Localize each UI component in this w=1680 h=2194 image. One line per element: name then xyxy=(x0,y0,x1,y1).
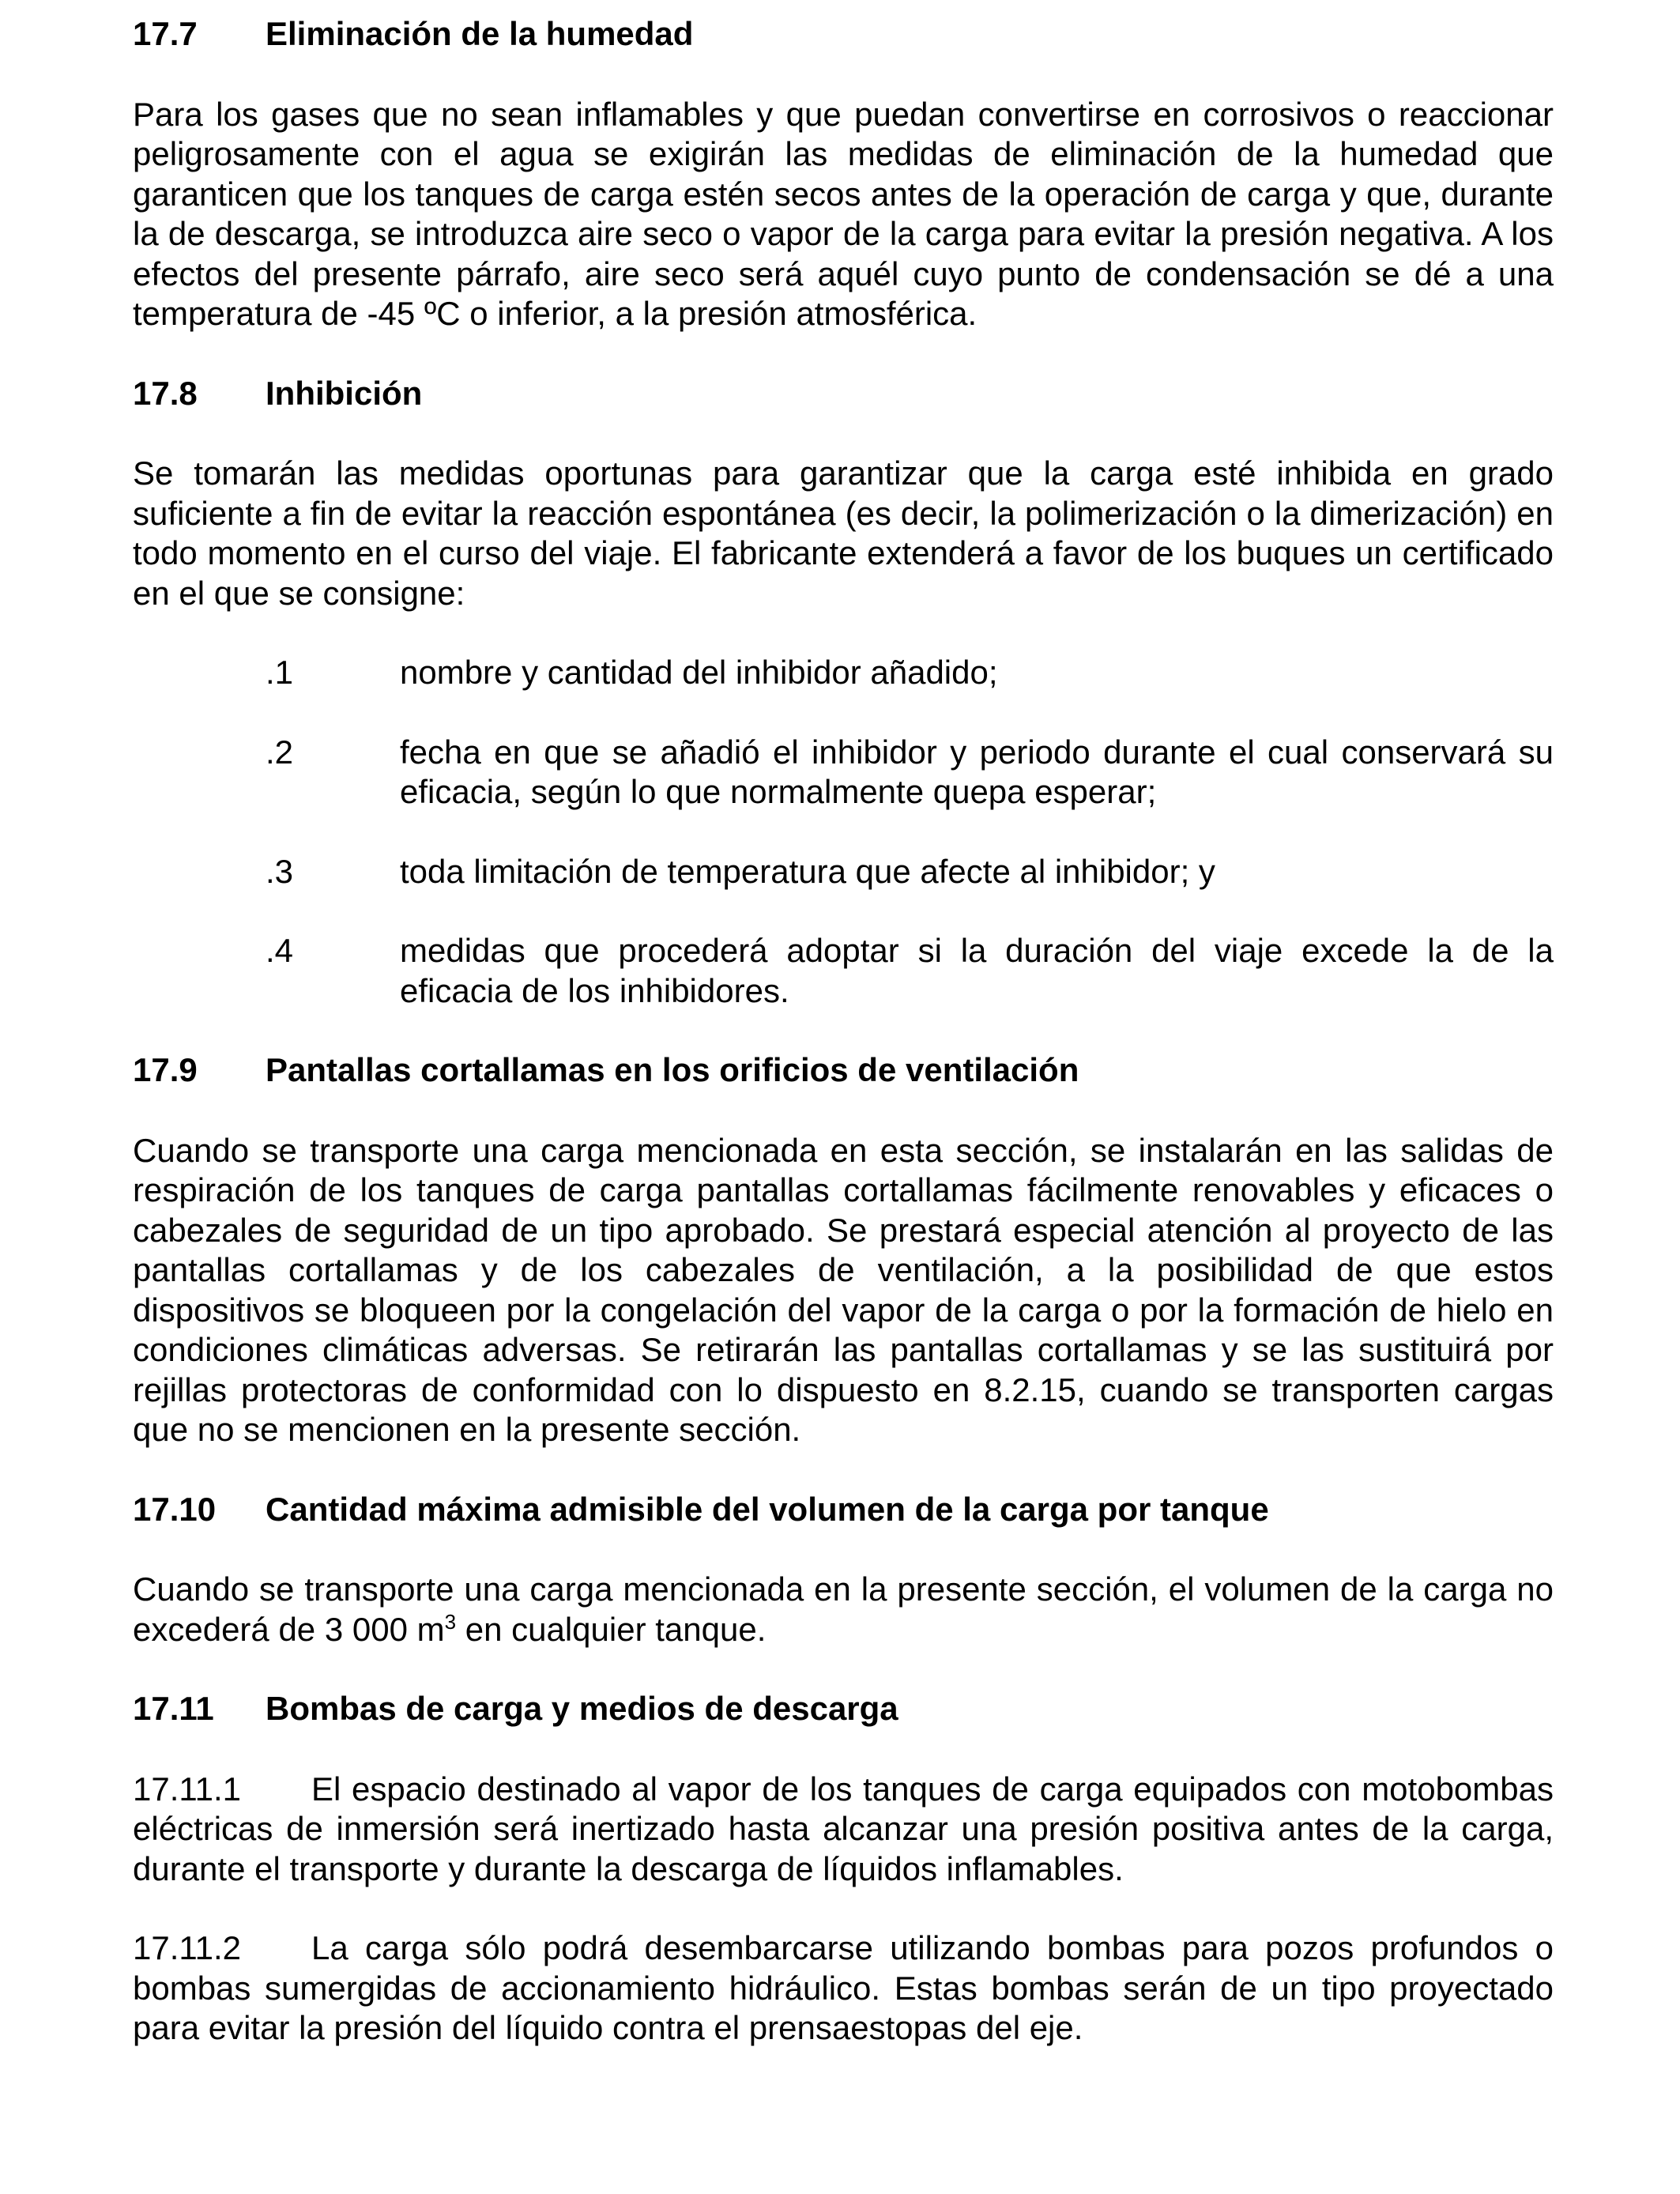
subsection-number: 17.11.1 xyxy=(133,1770,242,1808)
body-text: en cualquier tanque. xyxy=(456,1610,767,1648)
list-item-marker: .3 xyxy=(266,852,294,890)
list-item-text: toda limitación de temperatura que afecte al inhibidor; y xyxy=(400,852,1215,890)
section-number: 17.7 xyxy=(133,15,198,52)
section-number: 17.8 xyxy=(133,374,198,412)
document-page xyxy=(133,14,1554,2049)
list-item xyxy=(133,931,1554,1011)
list-item-marker: .4 xyxy=(266,932,294,969)
list-item-text: fecha en que se añadió el inhibidor y periodo durante el cual conservará su eficacia, según lo que normalmente quepa esperar; xyxy=(400,733,1554,810)
list-item-text: medidas que procederá adoptar si la duración del viaje excede la de la eficacia de los inhibidores. xyxy=(400,932,1554,1009)
section-heading-17-8 xyxy=(133,374,1554,414)
superscript: 3 xyxy=(444,1609,457,1634)
subsection-17-11-1 xyxy=(133,1770,1554,1890)
list-item-text: nombre y cantidad del inhibidor añadido; xyxy=(400,654,998,691)
section-heading-17-11 xyxy=(133,1689,1554,1729)
subsection-17-11-2 xyxy=(133,1928,1554,2049)
body-text: Cuando se transporte una carga mencionada en la presente sección, el volumen de la carga no excederá de 3 000 m xyxy=(133,1570,1554,1648)
section-heading-17-9 xyxy=(133,1050,1554,1091)
subsection-text: El espacio destinado al vapor de los tanques de carga equipados con motobombas eléctricas de inmersión será inertizado hasta alcanzar una presión positiva antes de la carga, durante el transporte y durante la descarga de líquidos inflamables. xyxy=(133,1770,1554,1887)
subsection-text: La carga sólo podrá desembarcarse utilizando bombas para pozos profundos o bombas sumergidas de accionamiento hidráulico. Estas bombas serán de un tipo proyectado para evitar la presión del líquido contra el prensaestopas del eje. xyxy=(133,1929,1554,2046)
list-item xyxy=(133,653,1554,693)
list-item xyxy=(133,852,1554,892)
list-item xyxy=(133,733,1554,812)
subsection-number: 17.11.2 xyxy=(133,1929,242,1966)
section-body-17-8: Se tomarán las medidas oportunas para garantizar que la carga esté inhibida en grado suficiente a fin de evitar la reacción espontánea (es decir, la polimerización o la dimerización) en todo momento en el curso del viaje. El fabricante extenderá a favor de los buques un certificado en el que se consigne: xyxy=(133,454,1554,612)
list-item-marker: .2 xyxy=(266,733,294,771)
section-heading-17-10 xyxy=(133,1490,1554,1530)
section-title: Eliminación de la humedad xyxy=(266,15,694,52)
section-number: 17.9 xyxy=(133,1051,198,1088)
section-number: 17.11 xyxy=(133,1690,214,1727)
section-title: Bombas de carga y medios de descarga xyxy=(266,1690,898,1727)
list-item-marker: .1 xyxy=(266,654,294,691)
section-body-17-10 xyxy=(133,1570,1554,1649)
section-body-17-7: Para los gases que no sean inflamables y que puedan convertirse en corrosivos o reaccionar peligrosamente con el agua se exigirán las medidas de eliminación de la humedad que garanticen que los tanques de carga estén secos antes de la operación de carga y que, durante la de descarga, se introduzca aire seco o vapor de la carga para evitar la presión negativa. A los efectos del presente párrafo, aire seco será aquél cuyo punto de condensación se dé a una temperatura de -45 ºC o inferior, a la presión atmosférica. xyxy=(133,95,1554,332)
section-body-17-9: Cuando se transporte una carga mencionada en esta sección, se instalarán en las salidas de respiración de los tanques de carga pantallas cortallamas fácilmente renovables y eficaces o cabezales de seguridad de un tipo aprobado. Se prestará especial atención al proyecto de las pantallas cortallamas y de los cabezales de ventilación, a la posibilidad de que estos dispositivos se bloqueen por la congelación del vapor de la carga o por la formación de hielo en condiciones climáticas adversas. Se retirarán las pantallas cortallamas y se las sustituirá por rejillas protectoras de conformidad con lo dispuesto en 8.2.15, cuando se transporten cargas que no se mencionen en la presente sección. xyxy=(133,1131,1554,1448)
section-number: 17.10 xyxy=(133,1490,217,1528)
section-heading-17-7 xyxy=(133,14,1554,55)
section-title: Cantidad máxima admisible del volumen de la carga por tanque xyxy=(266,1490,1269,1528)
section-title: Inhibición xyxy=(266,374,423,412)
section-title: Pantallas cortallamas en los orificios de ventilación xyxy=(266,1051,1079,1088)
